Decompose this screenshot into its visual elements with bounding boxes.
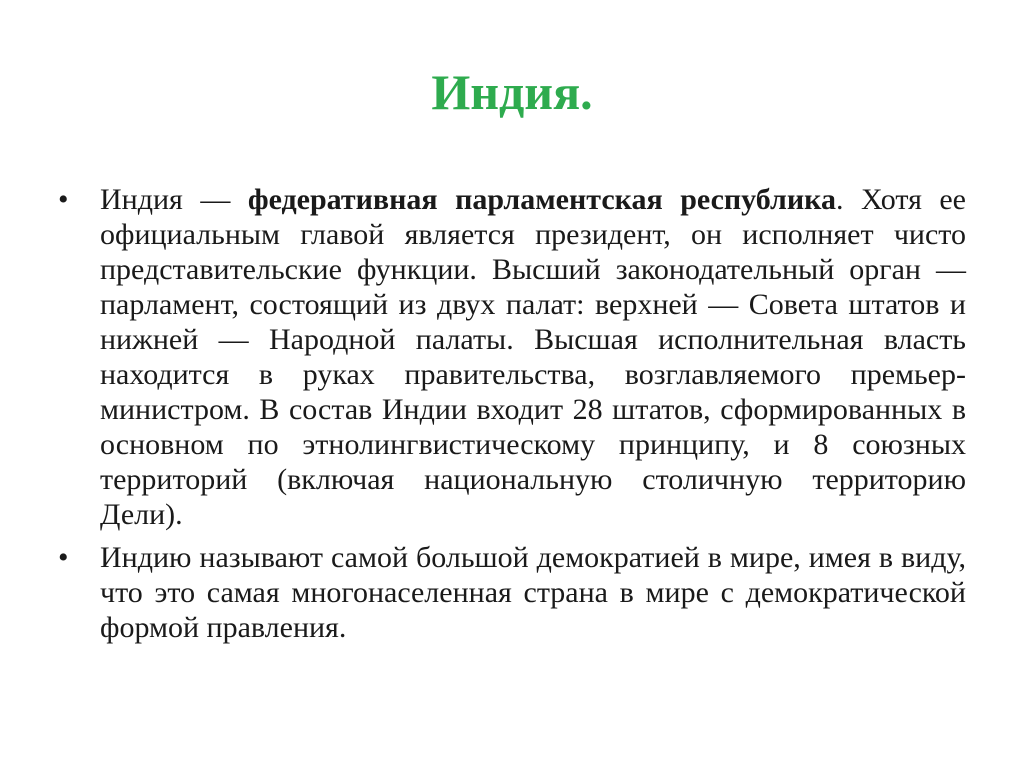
bullet-text: Индию называют самой большой демократией в мире, имея в виду, что это самая многонаселенная страна в мире с демократической формой правления. <box>100 541 966 644</box>
slide-title: Индия. <box>431 64 593 120</box>
bullet-item <box>58 182 966 532</box>
bullet-text-bold: федеративная парламентская республика <box>247 183 836 216</box>
bullet-icon: • <box>58 541 69 574</box>
bullet-text-rest: . Хотя ее официальным главой является президент, он исполняет чисто представительские функции. Высший законодательный орган — парламент, состоящий из двух палат: верхней — Совета штатов и нижней — Народной палаты. Высшая исполнительная власть находится в руках правительства, возглавляемого премьер-министром. В состав Индии входит 28 штатов, сформированных в основном по этнолингвистическому принципу, и 8 союзных территорий (включая национальную столичную территорию Дели). <box>100 183 966 531</box>
bullet-icon: • <box>58 183 69 216</box>
bullet-text-prefix: Индия — <box>100 183 248 216</box>
bullet-item <box>58 540 966 645</box>
bullet-list <box>58 182 966 653</box>
bullet-text <box>100 182 966 532</box>
